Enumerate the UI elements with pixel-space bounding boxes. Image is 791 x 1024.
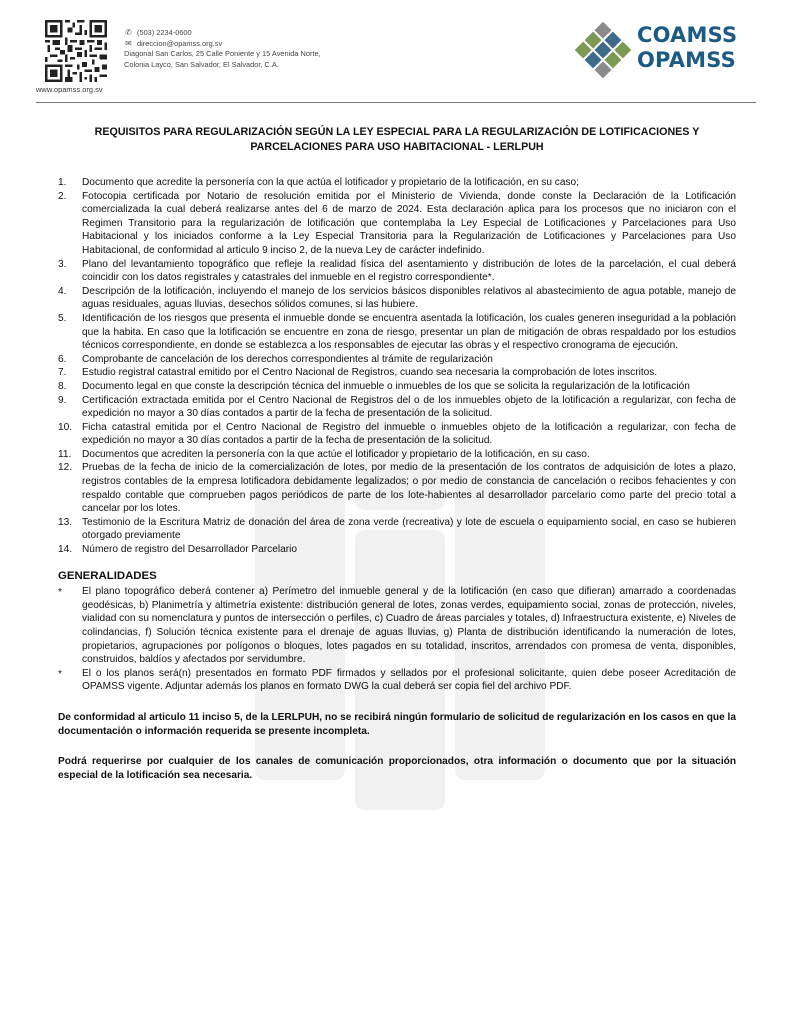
requirement-number: 3. (58, 258, 67, 270)
requirement-item (58, 380, 736, 394)
requirement-text: Ficha catastral emitida por el Centro Nacional de Registro del inmueble o inmuebles objeto de la lotificación a regularizar, con fecha de expedición no mayor a 30 días contados a partir de la fecha de presentación de la solicitud. (82, 421, 736, 447)
requirement-number: 8. (58, 380, 67, 392)
incomplete-documentation-note: De conformidad al articulo 11 inciso 5, de la LERLPUH, no se recibirá ningún formulario de solicitud de regularización en los casos en que la documentación o información requerida se presente incompleta. (58, 711, 736, 737)
asterisk-marker: * (58, 587, 62, 599)
requirement-text: Documento que acredite la personería con la que actúa el lotificador y propietario de la lotificación, en su caso; (82, 177, 579, 188)
requirement-item (58, 366, 736, 380)
requirement-text: Fotocopia certificada por Notario de resolución emitida por el Ministerio de Vivienda, donde conste la Declaración de la Lotificación comercializada la cual deberá realizarse antes del 6 de marzo de 2024. Esta declaración aplica para los procesos que no iniciaron con el Regimen Transitorio para la regularización de lotificación que contemplaba la Ley Especial de Lotificaciones y Parcelaciones para Uso Habitacional y los iniciados conforme a la Ley Especial Transitoria para la Regularización de Lotificaciones y Parcelaciones para Uso Habitacional, de conformidad al articulo 9 inciso 2, de la nueva Ley de carácter indefinido. (82, 190, 736, 256)
requirement-item (58, 448, 736, 462)
requirement-text: Plano del levantamiento topográfico que refleje la realidad física del asentamiento y distribución de lotes de la parcelación, el cual deberá coincidir con los datos registrales y catastrales del inmueble en el registro correspondiente*. (82, 258, 736, 284)
requirements-list (58, 176, 736, 557)
requirement-item (58, 421, 736, 448)
requirement-number: 9. (58, 394, 67, 406)
address-line-2: Colonia Layco, San Salvador, El Salvador, C.A. (124, 59, 279, 69)
requirement-number: 5. (58, 312, 67, 324)
requirement-item (58, 285, 736, 312)
requirement-item (58, 190, 736, 258)
generality-item (58, 667, 736, 694)
requirement-number: 11. (58, 448, 72, 460)
requirement-text: Comprobante de cancelación de los derechos correspondientes al trámite de regularización (82, 353, 493, 365)
email-address[interactable]: direccion@opamss.org.sv (137, 38, 223, 48)
requirement-item (58, 394, 736, 421)
requirement-item (58, 543, 736, 557)
logo-grid-icon (575, 22, 631, 78)
requirement-item (58, 353, 736, 367)
generality-item (58, 585, 736, 667)
phone-icon: ✆ (125, 28, 132, 37)
requirement-text: Documentos que acrediten la personería con la que actúe el lotificador y propietario de la lotificación, en su caso. (82, 448, 590, 460)
logo-line-opamss: OPAMSS (637, 48, 736, 72)
requirement-item (58, 176, 736, 190)
generality-text: El plano topográfico deberá contener a) Perímetro del inmueble general y de la lotificación (en caso que difieran) amarrado a coordenadas geodésicas, b) Planimetría y altimetría existente: distribución general de lotes, zonas verdes, equipamiento social, zonas de protección, niveles, vialidad con su nomenclatura y puntos de intersección o perfiles, c) Cuadro de áreas parciales y totales, d) Infraestructura existente, e) Niveles de colindancias, f) Solución técnica existente para el drenaje de aguas lluvias, g) Planta de distribución identificando la numeración de lotes, propietarios, agrupaciones por polígonos o bloques, lotes pagados en su totalidad, inscritos, arrendados con promesa de venta, disponibles, construidos, baldíos y afectados por servidumbre. (82, 586, 736, 666)
logo-line-coamss: COAMSS (637, 23, 738, 47)
requirement-item (58, 312, 736, 353)
requirement-number: 2. (58, 190, 67, 202)
requirement-item (58, 258, 736, 285)
requirement-number: 12. (58, 462, 73, 474)
requirement-item (58, 516, 736, 543)
phone-number: (503) 2234-0600 (137, 28, 192, 37)
requirement-number: 1. (58, 177, 67, 188)
generalities-heading: GENERALIDADES (58, 569, 157, 582)
requirement-item (58, 461, 736, 515)
logo-wordmark (637, 23, 737, 73)
requirement-text: Identificación de los riesgos que presenta el inmueble donde se encuentra asentada la lotificación, los cuales generen inseguridad a la población que la habita. En caso que la lotificación se encuentre en zona de riesgo, presentar un plan de mitigación de obras respaldado por los estudios técnicos correspondiente, en donde se establezca a los responsables de ejecutar las obras y el respectivo cronograma de ejecución. (82, 312, 736, 352)
envelope-icon: ✉ (125, 38, 132, 48)
additional-information-note: Podrá requerirse por cualquier de los canales de comunicación proporcionados, otra información o documento que por la situación especial de la lotificación sea necesaria. (58, 756, 736, 781)
letterhead (0, 0, 791, 102)
document-body (58, 125, 736, 782)
requirement-number: 7. (58, 367, 67, 379)
requirement-text: Estudio registral catastral emitido por el Centro Nacional de Registros, cuando sea necesaria la comprobación de lotes inscritos. (82, 367, 658, 379)
generalities-list (58, 585, 736, 694)
requirement-number: 13. (58, 516, 73, 528)
requirement-number: 6. (58, 353, 67, 365)
requirement-text: Descripción de la lotificación, incluyendo el manejo de los servicios básicos disponibles relativos al abastecimiento de agua potable, manejo de aguas residuales, aguas lluvias, desechos sólidos comunes, si las hubiere. (82, 285, 736, 311)
address-line-1: Diagonal San Carlos, 25 Calle Poniente y 15 Avenida Norte, (124, 49, 321, 59)
coamss-opamss-logo (575, 20, 765, 80)
header-divider (36, 102, 756, 103)
requirement-text: Documento legal en que conste la descripción técnica del inmueble o inmuebles de los que se solicita la regularización de la lotificación (82, 380, 690, 392)
requirement-text: Certificación extractada emitida por el Centro Nacional de Registros del o de los inmuebles objeto de la lotificación a regularizar, con fecha de expedición no mayor a 30 días contados a partir de la fecha de presentación de la solicitud. (82, 394, 736, 420)
contact-info (124, 28, 321, 70)
requirement-number: 14. (58, 544, 73, 556)
requirement-text: Pruebas de la fecha de inicio de la comercialización de lotes, por medio de la presentación de los contratos de adquisición de lotes a plazo, registros contables de la empresa lotificadora debidamente legalizados; o por medio de constancia de cancelación o recibos fehacientes y con respaldo contable que comprueben pagos periódicos de parte de los lote-habientes al desarrollador parcelario como parte del precio total a cancelar por los lotes. (82, 462, 736, 515)
generality-text: El o los planos será(n) presentados en formato PDF firmados y sellados por el profesional solicitante, quien debe poseer Acreditación de OPAMSS vigente. Adjuntar además los planos en formato DWG la cual deberá ser copia fiel del archivo PDF. (82, 667, 736, 693)
qr-code-icon (45, 20, 107, 82)
requirement-text: Testimonio de la Escritura Matriz de donación del área de zona verde (recreativa) y lote de escuela o equipamiento social, en caso se hubieren otorgado previamente (82, 516, 736, 542)
website-url[interactable]: www.opamss.org.sv (36, 85, 103, 94)
document-title: REQUISITOS PARA REGULARIZACIÓN SEGÚN LA LEY ESPECIAL PARA LA REGULARIZACIÓN DE LOTIFICACIONES Y PARCELACIONES PARA USO HABITACIONAL - LERLPUH (94, 126, 700, 153)
requirement-number: 4. (58, 285, 67, 297)
requirement-text: Número de registro del Desarrollador Parcelario (82, 544, 297, 556)
requirement-number: 10. (58, 421, 73, 433)
asterisk-marker: * (58, 668, 62, 680)
